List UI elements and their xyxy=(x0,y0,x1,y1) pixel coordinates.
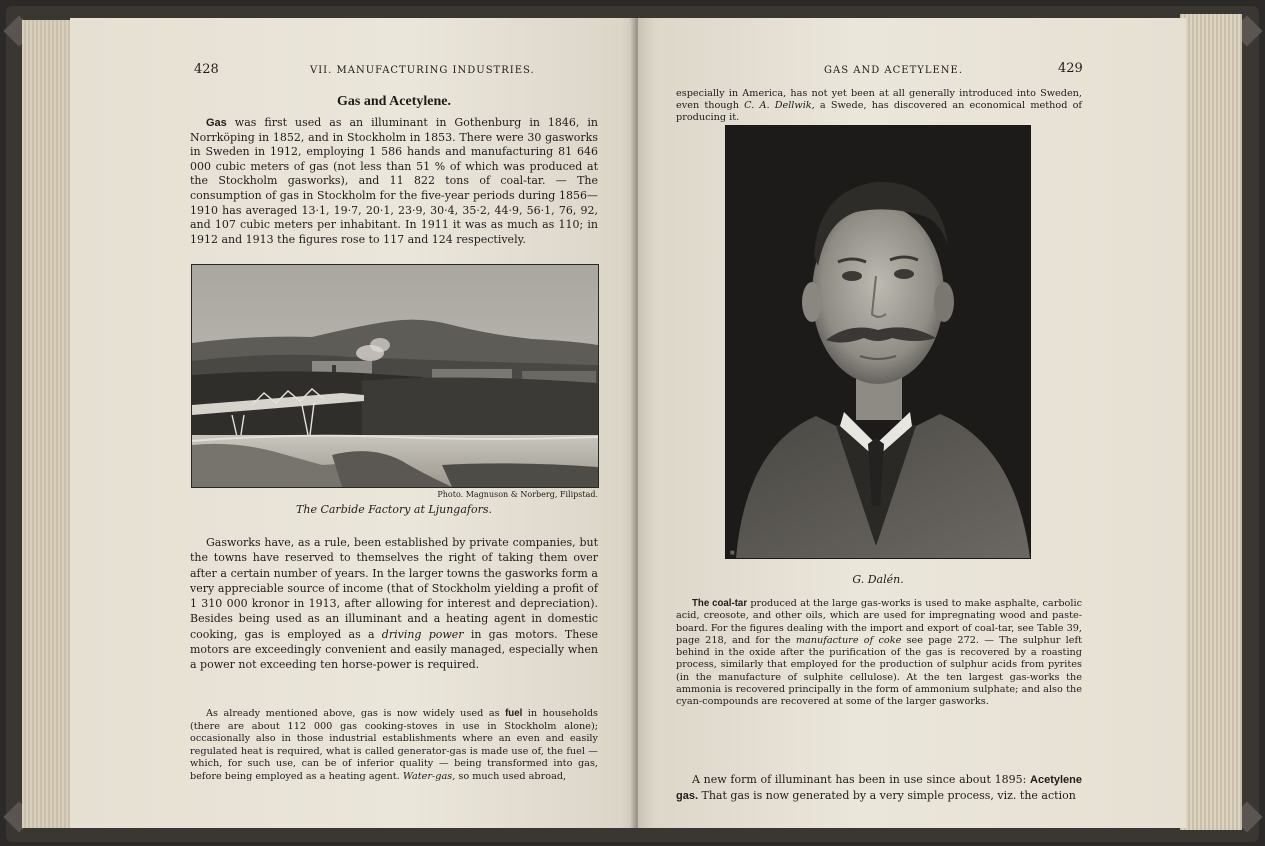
running-head: VII. MANUFACTURING INDUSTRIES. xyxy=(310,65,535,76)
section-title: Gas and Acetylene. xyxy=(337,94,451,109)
page-edges-left xyxy=(22,20,72,828)
bold-term: The coal-tar xyxy=(692,598,748,609)
acetylene-paragraph: A new form of illuminant has been in use since about 1895: Acetylene gas. That gas is now generated by a very simple process, viz. the action xyxy=(676,773,1082,802)
emphasis: C. A. Dellwik, xyxy=(744,100,815,112)
svg-text:■: ■ xyxy=(730,550,735,556)
portrait-image xyxy=(726,126,1030,558)
left-page xyxy=(70,18,638,828)
bold-term: Acetylene gas. xyxy=(676,774,1082,802)
carbide-factory-photo xyxy=(191,264,599,488)
intro-paragraph: Gas was first used as an illuminant in Gothenburg in 1846, in Norrköping in 1852, and in Stockholm in 1853. There were 30 gasworks in Sweden in 1912, employing 1 586 hands and manufacturing 81 646 000 cubic meters of gas (not less than 51 % of which was produced at the Stockholm gasworks), and 11 822 tons of coal-tar. — The consumption of gas in Stockholm for the five-year periods during 1856—1910 has averaged 13·1, 19·7, 20·1, 23·9, 30·4, 35·2, 44·9, 56·1, 76, 92, and 107 cubic meters per inhabitant. In 1911 it was as much as 110; in 1912 and 1913 the figures rose to 117 and 124 respectively. xyxy=(190,116,598,246)
gasworks-paragraph: Gasworks have, as a rule, been established by private companies, but the towns have reserved to themselves the right of taking them over after a certain number of years. In the larger towns the gasworks form a very appreciable source of income (that of Stockholm yielding a profit of 1 310 000 kronor in 1913, after allowing for interest and depreciation). Besides being used as an illuminant and a heating agent in domestic cooking, gas is employed as a driving power in gas motors. These motors are exceedingly convenient and easily managed, especially when a power not exceeding ten horse-power is required. xyxy=(190,536,598,672)
emphasis: manufacture of coke xyxy=(795,634,902,646)
page-number: 429 xyxy=(1058,61,1083,76)
portrait-caption: G. Dalén. xyxy=(852,573,904,586)
running-head: GAS AND ACETYLENE. xyxy=(824,65,964,76)
fuel-paragraph: As already mentioned above, gas is now widely used as fuel in households (there are about 112 000 gas cooking-stoves in use in Stockholm alone); occasionally also in those industrial establishments where an even and easily regulated heat is required, what is called generator-gas is made use of, the fuel — which, for such use, can be of inferior quality — being transformed into gas, before being employed as a heating agent. Water-gas, so much used abroad, xyxy=(190,708,598,782)
emphasis: Water-gas, xyxy=(402,770,456,782)
emphasis: driving power xyxy=(381,627,464,641)
lead-term: Gas xyxy=(206,117,227,129)
figure-caption: The Carbide Factory at Ljungafors. xyxy=(296,503,492,516)
photo-credit: Photo. Magnuson & Norberg, Filipstad. xyxy=(437,490,598,499)
dalen-portrait xyxy=(725,125,1031,559)
coal-tar-paragraph: The coal-tar produced at the large gas-works is used to make asphalte, carbolic acid, creosote, and other oils, which are used for impregnating wood and paste-board. For the figures dealing with the import and export of coal-tar, see Table 39, page 218, and for the manufacture of coke see page 272. — The sulphur left behind in the oxide after the purification of the gas is recovered by a roasting process, similarly that employed for the production of sulphur acids from pyrites (in the manufacture of sulphite cellulose). At the ten largest gas-works the ammonia is recovered principally in the form of ammonium sulphate; and also the cyan-compounds are recovered at some of the larger gasworks. xyxy=(676,598,1082,708)
page-edges-right xyxy=(1180,14,1242,830)
bold-term: fuel xyxy=(505,708,523,719)
landscape-image xyxy=(192,265,598,487)
right-page xyxy=(638,18,1186,828)
page-number: 428 xyxy=(194,62,219,77)
continuation-paragraph: especially in America, has not yet been at all generally introduced into Sweden, even though C. A. Dellwik, a Swede, has discovered an economical method of producing it. xyxy=(676,88,1082,124)
